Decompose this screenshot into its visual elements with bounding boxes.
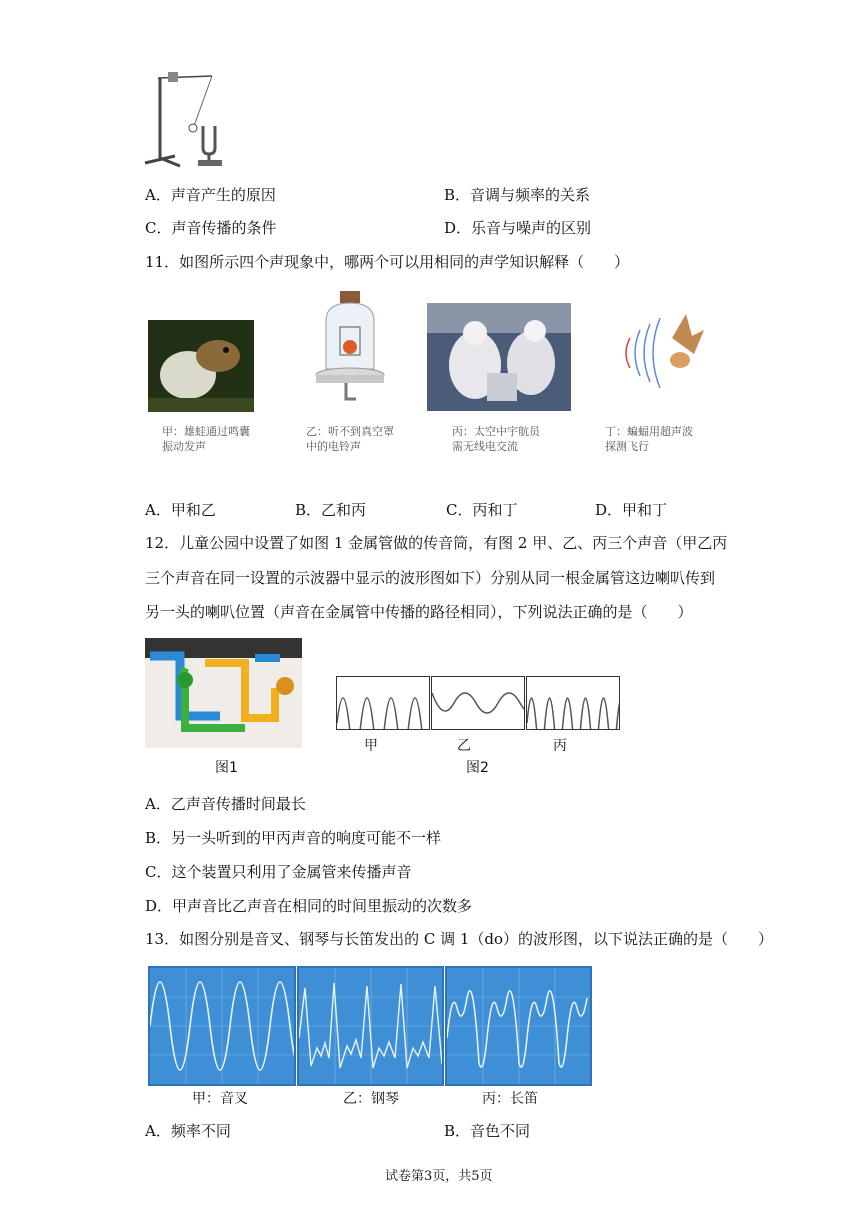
q11-caption-yi: 乙：听不到真空罩中的电铃声 bbox=[306, 425, 394, 453]
wave-label-bing: 丙 bbox=[553, 738, 567, 754]
q13-stem: 13．如图分别是音叉、钢琴与长笛发出的 C 调 1（do）的波形图，以下说法正确的是（ ） bbox=[145, 930, 774, 948]
q13-option-a: A．频率不同 bbox=[145, 1122, 231, 1140]
q11-option-d: D．甲和丁 bbox=[595, 501, 668, 519]
q12-option-b: B．另一头听到的甲丙声音的响度可能不一样 bbox=[145, 829, 442, 847]
wave-label-yi: 乙 bbox=[457, 738, 471, 754]
tuning-fork-pendulum-figure bbox=[140, 68, 240, 173]
bat-image bbox=[612, 308, 707, 388]
q11-stem: 11．如图所示四个声现象中，哪两个可以用相同的声学知识解释（ ） bbox=[145, 253, 630, 271]
q12-option-c: C．这个装置只利用了金属管来传播声音 bbox=[145, 863, 412, 881]
wave-label-jia: 甲 bbox=[364, 738, 378, 754]
piano-scope bbox=[297, 966, 444, 1086]
q12-option-a: A．乙声音传播时间最长 bbox=[145, 795, 306, 813]
q11-caption-ding: 丁：蝙蝠用超声波探测飞行 bbox=[605, 425, 693, 453]
astronauts-image bbox=[427, 303, 571, 411]
flute-scope bbox=[445, 966, 592, 1086]
fig1-label: 图1 bbox=[215, 760, 238, 776]
q11-caption-jia: 甲：雄蛙通过鸣囊振动发声 bbox=[162, 425, 250, 453]
q12-stem-line1: 12．儿童公园中设置了如图 1 金属管做的传音筒，有图 2 甲、乙、丙三个声音（甲乙丙 bbox=[145, 534, 728, 552]
frog-image bbox=[148, 320, 254, 412]
page-footer: 试卷第3页，共5页 bbox=[385, 1169, 493, 1184]
waveform-bing bbox=[526, 676, 620, 730]
q11-caption-bing: 丙：太空中宇航员需无线电交流 bbox=[452, 425, 540, 453]
waveform-jia bbox=[336, 676, 430, 730]
q11-option-c: C．丙和丁 bbox=[446, 501, 518, 519]
q12-option-d: D．甲声音比乙声音在相同的时间里振动的次数多 bbox=[145, 897, 473, 915]
q10-option-a: A．声音产生的原因 bbox=[145, 186, 276, 204]
q13-option-b: B．音色不同 bbox=[444, 1122, 531, 1140]
q13-label-jia: 甲：音叉 bbox=[192, 1091, 248, 1107]
q10-option-b: B．音调与频率的关系 bbox=[444, 186, 591, 204]
q10-option-d: D．乐音与噪声的区别 bbox=[444, 219, 592, 237]
q11-option-a: A．甲和乙 bbox=[145, 501, 216, 519]
q11-option-b: B．乙和丙 bbox=[295, 501, 367, 519]
bell-jar-image bbox=[312, 287, 387, 412]
fig2-label: 图2 bbox=[466, 760, 489, 776]
speaking-tube-image bbox=[145, 638, 302, 748]
q13-label-bing: 丙：长笛 bbox=[482, 1091, 538, 1107]
q12-stem-line3: 另一头的喇叭位置（声音在金属管中传播的路径相同），下列说法正确的是（ ） bbox=[145, 603, 693, 621]
q13-label-yi: 乙：钢琴 bbox=[343, 1091, 399, 1107]
q12-stem-line2: 三个声音在同一设置的示波器中显示的波形图如下）分别从同一根金属管这边喇叭传到 bbox=[145, 569, 716, 587]
tuning-fork-scope bbox=[148, 966, 296, 1086]
waveform-yi bbox=[431, 676, 525, 730]
q10-option-c: C．声音传播的条件 bbox=[145, 219, 277, 237]
